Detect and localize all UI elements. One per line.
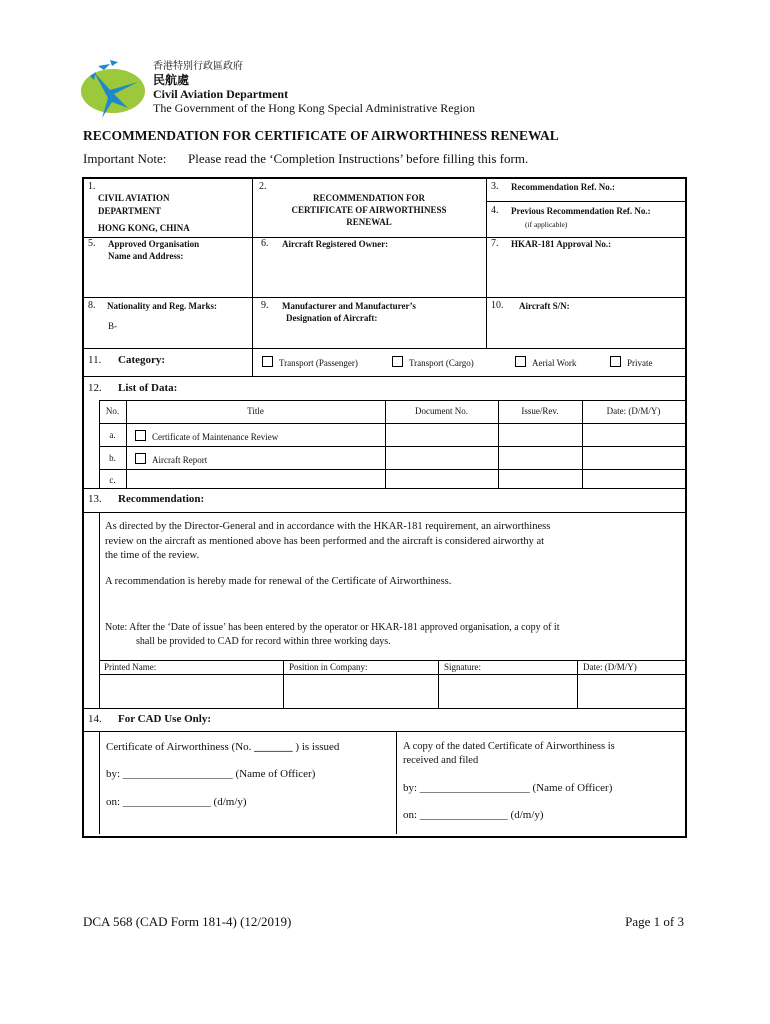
- checkbox-icon[interactable]: [515, 356, 526, 367]
- box13-label: Recommendation:: [118, 493, 205, 505]
- category-option-private[interactable]: Private: [610, 356, 653, 368]
- data-header-no: No.: [105, 406, 120, 416]
- date-field[interactable]: [579, 676, 684, 707]
- recommendation-note-line1: Note: After the ‘Date of issue’ has been entered by the operator or HKAR-181 approved organisation, a copy of it: [105, 622, 560, 633]
- box10-label: Aircraft S/N:: [519, 301, 570, 311]
- cad-left-by: by: ____________________ (Name of Officer): [106, 768, 316, 780]
- recommendation-note-line2: shall be provided to CAD for record within three working days.: [136, 636, 391, 647]
- header-gov: The Government of the Hong Kong Special Administrative Region: [153, 101, 475, 115]
- sig-header-date: Date: (D/M/Y): [583, 662, 637, 672]
- checkbox-icon[interactable]: [135, 453, 146, 464]
- form-border: [82, 177, 687, 838]
- box5-label1: Approved Organisation: [108, 239, 200, 249]
- header-chinese-gov: 香港特別行政區政府: [153, 61, 243, 72]
- cad-logo: [80, 58, 146, 122]
- box6-number: 6.: [261, 238, 269, 249]
- cad-right-on: on: ________________ (d/m/y): [403, 809, 544, 821]
- box7-label: HKAR-181 Approval No.:: [511, 239, 612, 249]
- recommendation-para1-line2: review on the aircraft as mentioned above has been performed and the aircraft is considered airworthy at: [105, 536, 545, 547]
- checkbox-icon[interactable]: [392, 356, 403, 367]
- cad-right-line2: received and filed: [403, 755, 479, 766]
- data-header-title: Title: [247, 406, 264, 416]
- box5-number: 5.: [88, 238, 96, 249]
- sig-header-printed-name: Printed Name:: [104, 662, 157, 672]
- box12-label: List of Data:: [118, 382, 178, 394]
- box2-line2: CERTIFICATE OF AIRWORTHINESS: [291, 205, 447, 215]
- position-field[interactable]: [285, 676, 437, 707]
- box4-label: Previous Recommendation Ref. No.:: [511, 206, 651, 216]
- box8-number: 8.: [88, 300, 96, 311]
- box14-label: For CAD Use Only:: [118, 713, 211, 725]
- box3-number: 3.: [491, 181, 499, 192]
- box2-line1: RECOMMENDATION FOR: [312, 193, 426, 203]
- box8-value: B-: [108, 321, 117, 331]
- box12-number: 12.: [88, 382, 102, 394]
- box14-number: 14.: [88, 713, 102, 725]
- recommendation-para1-line3: the time of the review.: [105, 550, 200, 561]
- box11-label: Category:: [118, 354, 166, 366]
- header-dept: Civil Aviation Department: [153, 87, 289, 101]
- box7-number: 7.: [491, 238, 499, 249]
- box2-line3: RENEWAL: [346, 217, 392, 227]
- category-option-cargo[interactable]: Transport (Cargo): [392, 356, 474, 368]
- box1-line2: DEPARTMENT: [98, 206, 162, 216]
- printed-name-field[interactable]: [101, 676, 282, 707]
- form-title: RECOMMENDATION FOR CERTIFICATE OF AIRWORTHINESS RENEWAL: [83, 128, 559, 143]
- cad-logo-icon: [80, 58, 146, 122]
- recommendation-para2: A recommendation is hereby made for renewal of the Certificate of Airworthiness.: [105, 576, 452, 587]
- sig-header-position: Position in Company:: [289, 662, 368, 672]
- header-chinese-dept: 民航處: [153, 73, 190, 87]
- checkbox-icon[interactable]: [262, 356, 273, 367]
- data-header-date: Date: (D/M/Y): [606, 406, 661, 416]
- cad-left-issued: Certificate of Airworthiness (No. _______ ) is issued: [106, 741, 340, 753]
- recommendation-para1-line1: As directed by the Director-General and in accordance with the HKAR-181 requirement, an airworthiness: [105, 521, 551, 532]
- box3-label: Recommendation Ref. No.:: [511, 182, 615, 192]
- footer-page: Page 1 of 3: [625, 914, 684, 929]
- box1-line1: CIVIL AVIATION: [98, 193, 170, 203]
- data-row-b-no: b.: [109, 453, 116, 463]
- data-header-document: Document No.: [415, 406, 468, 416]
- cad-right-by: by: ____________________ (Name of Officer): [403, 782, 613, 794]
- data-row-a-title[interactable]: Certificate of Maintenance Review: [135, 430, 278, 442]
- box1-line3: HONG KONG, CHINA: [98, 223, 190, 233]
- category-option-aerial-work[interactable]: Aerial Work: [515, 356, 576, 368]
- cad-left-on: on: ________________ (d/m/y): [106, 796, 247, 808]
- checkbox-icon[interactable]: [135, 430, 146, 441]
- box13-number: 13.: [88, 493, 102, 505]
- cad-right-line1: A copy of the dated Certificate of Airworthiness is: [403, 741, 615, 752]
- box9-label1: Manufacturer and Manufacturer’s: [282, 301, 416, 311]
- box2-number: 2.: [259, 181, 267, 192]
- category-option-passenger[interactable]: Transport (Passenger): [262, 356, 358, 368]
- data-row-c-no: c.: [109, 475, 116, 485]
- signature-field[interactable]: [440, 676, 576, 707]
- checkbox-icon[interactable]: [610, 356, 621, 367]
- box10-number: 10.: [491, 300, 504, 311]
- box9-number: 9.: [261, 300, 269, 311]
- data-row-b-title[interactable]: Aircraft Report: [135, 453, 207, 465]
- box1-number: 1.: [88, 181, 96, 192]
- sig-header-signature: Signature:: [444, 662, 481, 672]
- footer-form-id: DCA 568 (CAD Form 181-4) (12/2019): [83, 914, 292, 929]
- important-note-text: Please read the ‘Completion Instructions’ before filling this form.: [188, 151, 529, 166]
- box5-label2: Name and Address:: [108, 251, 184, 261]
- box6-label: Aircraft Registered Owner:: [282, 239, 389, 249]
- box4-sub: (if applicable): [525, 220, 568, 229]
- box8-label: Nationality and Reg. Marks:: [107, 301, 217, 311]
- important-note-label: Important Note:: [83, 151, 167, 166]
- box9-label2: Designation of Aircraft:: [286, 313, 378, 323]
- data-row-a-no: a.: [109, 430, 116, 440]
- box4-number: 4.: [491, 205, 499, 216]
- box11-number: 11.: [88, 354, 102, 366]
- data-header-issue: Issue/Rev.: [521, 406, 559, 416]
